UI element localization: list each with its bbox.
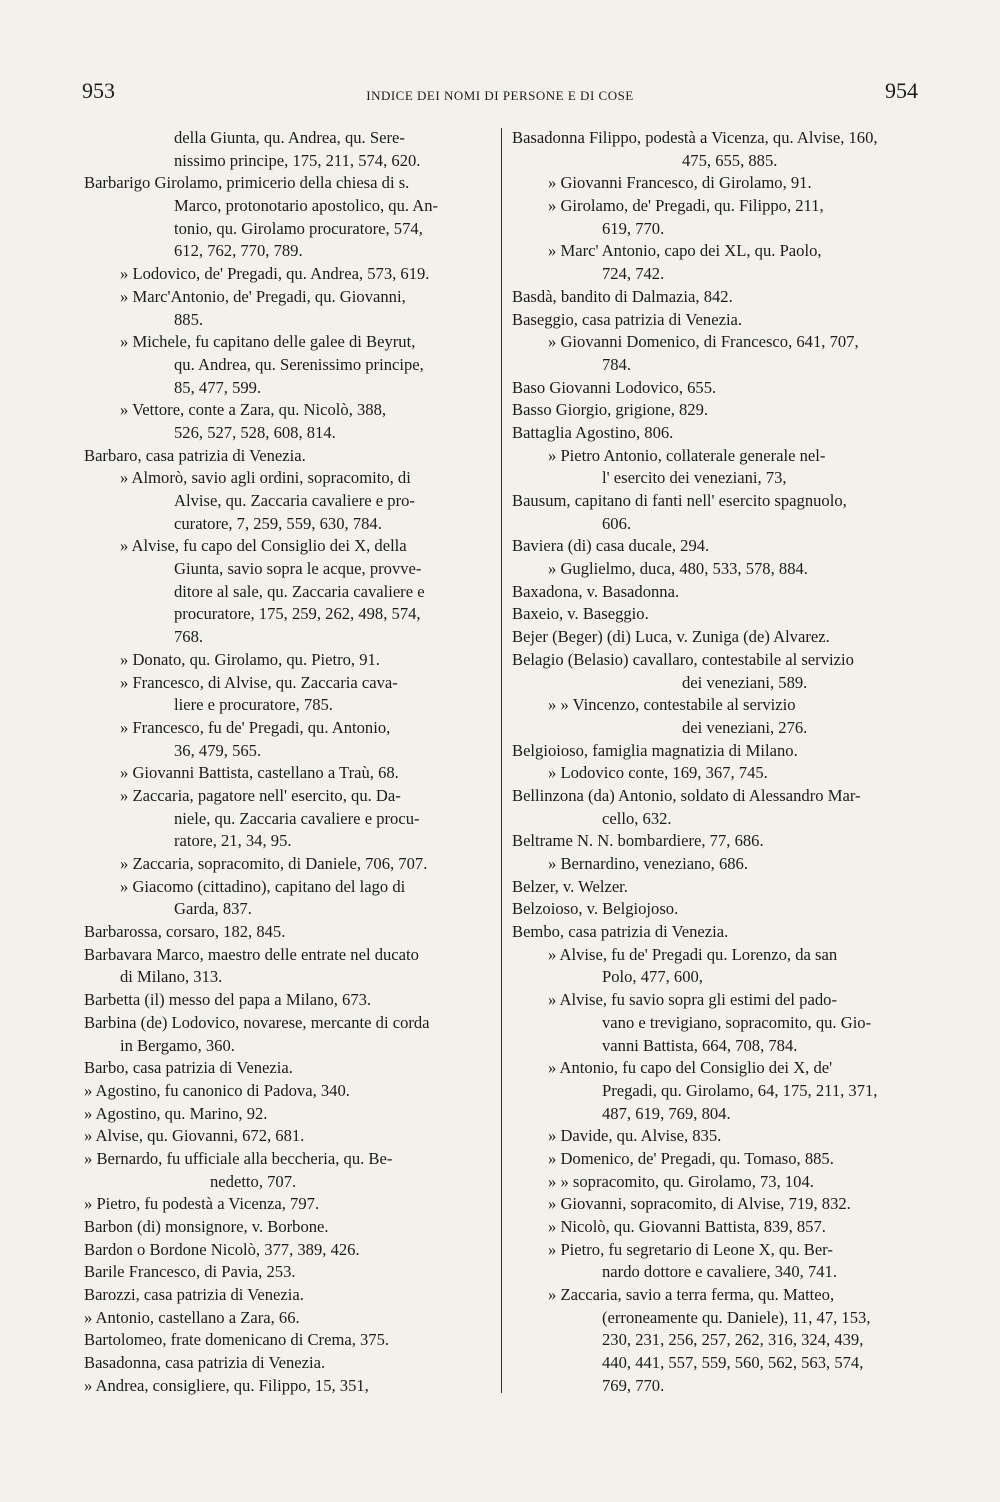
- index-entry-line: Barbo, casa patrizia di Venezia.: [84, 1058, 293, 1078]
- index-entry-line: » Lodovico conte, 169, 367, 745.: [548, 763, 768, 783]
- index-entry-line: 784.: [602, 354, 632, 374]
- index-entry-line: Barbarigo Girolamo, primicerio della chiesa di s.: [84, 173, 410, 193]
- index-entry-line: » Giovanni Francesco, di Girolamo, 91.: [548, 173, 812, 193]
- index-entry-line: Marco, protonotario apostolico, qu. An-: [174, 196, 439, 216]
- index-entry-line: Baseggio, casa patrizia di Venezia.: [512, 309, 743, 329]
- index-entry-line: l' esercito dei veneziani, 73,: [602, 468, 787, 488]
- index-entry-line: » Almorò, savio agli ordini, sopracomito, di: [120, 468, 411, 488]
- left-page-number: 953: [82, 78, 115, 103]
- column-divider: [501, 128, 502, 1393]
- index-entry-line: » Vettore, conte a Zara, qu. Nicolò, 388,: [120, 400, 387, 420]
- index-entry-line: » Marc' Antonio, capo dei XL, qu. Paolo,: [548, 241, 822, 261]
- index-entry-line: » Giacomo (cittadino), capitano del lago di: [120, 876, 406, 896]
- index-entry-line: 769, 770.: [602, 1375, 665, 1395]
- index-entry-line: Bembo, casa patrizia di Venezia.: [512, 922, 729, 942]
- index-entry-line: Basadonna, casa patrizia di Venezia.: [84, 1353, 326, 1373]
- index-entry-line: Bejer (Beger) (di) Luca, v. Zuniga (de) Alvarez.: [512, 627, 830, 647]
- index-entry-line: Belzoioso, v. Belgiojoso.: [512, 899, 679, 919]
- index-entry-line: 612, 762, 770, 789.: [174, 241, 303, 261]
- index-entry-line: Barbarossa, corsaro, 182, 845.: [84, 922, 286, 942]
- index-entry-line: » Francesco, fu de' Pregadi, qu. Antonio,: [120, 717, 391, 737]
- index-entry-line: 768.: [174, 627, 204, 647]
- right-column: [512, 127, 922, 1398]
- index-entry-line: » Nicolò, qu. Giovanni Battista, 839, 857.: [548, 1217, 826, 1236]
- index-entry-line: » Alvise, fu de' Pregadi qu. Lorenzo, da san: [548, 944, 838, 964]
- index-entry-line: della Giunta, qu. Andrea, qu. Sere-: [174, 128, 405, 147]
- index-entry-line: vano e trevigiano, sopracomito, qu. Gio-: [602, 1012, 872, 1032]
- index-entry-line: 619, 770.: [602, 218, 665, 238]
- index-entry-line: 85, 477, 599.: [174, 377, 262, 397]
- index-entry-line: in Bergamo, 360.: [120, 1035, 235, 1055]
- index-entry-line: Beltrame N. N. bombardiere, 77, 686.: [512, 831, 764, 851]
- index-entry-line: Baxadona, v. Basadonna.: [512, 581, 680, 601]
- index-entry-line: Baso Giovanni Lodovico, 655.: [512, 377, 717, 397]
- index-entry-line: » Francesco, di Alvise, qu. Zaccaria cava-: [120, 672, 398, 692]
- index-entry-line: Baxeio, v. Baseggio.: [512, 604, 649, 624]
- index-entry-line: Pregadi, qu. Girolamo, 64, 175, 211, 371,: [602, 1080, 878, 1100]
- index-entry-line: » Andrea, consigliere, qu. Filippo, 15, 351,: [84, 1375, 369, 1395]
- index-entry-line: 606.: [602, 513, 632, 533]
- index-entry-line: Basadonna Filippo, podestà a Vicenza, qu. Alvise, 160,: [512, 128, 878, 147]
- index-entry-line: » Alvise, fu savio sopra gli estimi del pado-: [548, 990, 837, 1010]
- index-entry-line: 475, 655, 885.: [682, 150, 778, 170]
- index-entry-line: » Zaccaria, savio a terra ferma, qu. Matteo,: [548, 1285, 835, 1305]
- index-entry-line: » Pietro, fu podestà a Vicenza, 797.: [84, 1194, 320, 1214]
- index-entry-line: Barile Francesco, di Pavia, 253.: [84, 1262, 296, 1282]
- index-entry-line: » Alvise, fu capo del Consiglio dei X, della: [120, 536, 407, 556]
- page-header: [82, 78, 918, 114]
- index-entry-line: » Zaccaria, pagatore nell' esercito, qu. Da-: [120, 785, 401, 805]
- index-entry-line: dei veneziani, 589.: [682, 672, 808, 692]
- index-entry-line: tonio, qu. Girolamo procuratore, 574,: [174, 218, 423, 238]
- index-entry-line: » Guglielmo, duca, 480, 533, 578, 884.: [548, 559, 808, 579]
- index-entry-line: Belagio (Belasio) cavallaro, contestabile al servizio: [512, 649, 854, 669]
- index-entry-line: Belzer, v. Welzer.: [512, 876, 628, 896]
- index-entry-line: nedetto, 707.: [210, 1171, 297, 1191]
- index-entry-line: Basso Giorgio, grigione, 829.: [512, 400, 709, 420]
- right-page-number: 954: [885, 78, 918, 103]
- index-entry-line: Baviera (di) casa ducale, 294.: [512, 536, 710, 556]
- index-entry-line: dei veneziani, 276.: [682, 717, 808, 737]
- index-entry-line: Bartolomeo, frate domenicano di Crema, 375.: [84, 1330, 390, 1350]
- index-entry-line: cello, 632.: [602, 808, 672, 828]
- index-entry-line: » Pietro Antonio, collaterale generale nel-: [548, 445, 826, 465]
- index-entry-line: » Bernardo, fu ufficiale alla beccheria, qu. Be-: [84, 1148, 393, 1168]
- running-title: INDICE DEI NOMI DI PERSONE E DI COSE: [366, 88, 634, 103]
- index-entry-line: » Giovanni Battista, castellano a Traù, 68.: [120, 763, 399, 783]
- index-entry-line: ditore al sale, qu. Zaccaria cavaliere e: [174, 581, 425, 601]
- index-entry-line: 487, 619, 769, 804.: [602, 1103, 731, 1123]
- index-entry-line: nissimo principe, 175, 211, 574, 620.: [174, 150, 421, 170]
- index-entry-line: » Zaccaria, sopracomito, di Daniele, 706, 707.: [120, 854, 428, 873]
- index-entry-line: 526, 527, 528, 608, 814.: [174, 422, 336, 442]
- index-entry-line: » Agostino, qu. Marino, 92.: [84, 1103, 268, 1123]
- index-entry-line: » Lodovico, de' Pregadi, qu. Andrea, 573, 619.: [120, 264, 430, 284]
- index-entry-line: » Agostino, fu canonico di Padova, 340.: [84, 1080, 350, 1100]
- index-entry-line: » Domenico, de' Pregadi, qu. Tomaso, 885.: [548, 1148, 834, 1168]
- index-entry-line: » Giovanni, sopracomito, di Alvise, 719, 832.: [548, 1194, 851, 1214]
- index-entry-line: Giunta, savio sopra le acque, provve-: [174, 559, 422, 579]
- index-entry-line: » Bernardino, veneziano, 686.: [548, 854, 748, 873]
- index-entry-line: » Antonio, castellano a Zara, 66.: [84, 1307, 300, 1327]
- left-column: [84, 127, 492, 1398]
- index-entry-line: » Antonio, fu capo del Consiglio dei X, de': [548, 1058, 833, 1078]
- index-entry-line: » » sopracomito, qu. Girolamo, 73, 104.: [548, 1171, 814, 1191]
- index-entry-line: niele, qu. Zaccaria cavaliere e procu-: [174, 808, 420, 828]
- index-entry-line: 724, 742.: [602, 264, 665, 284]
- index-entry-line: vanni Battista, 664, 708, 784.: [602, 1035, 798, 1055]
- index-entry-line: 230, 231, 256, 257, 262, 316, 324, 439,: [602, 1330, 864, 1350]
- index-entry-line: Alvise, qu. Zaccaria cavaliere e pro-: [174, 491, 415, 510]
- index-entry-line: ratore, 21, 34, 95.: [174, 831, 292, 851]
- index-entry-line: Basdà, bandito di Dalmazia, 842.: [512, 286, 733, 306]
- index-entry-line: » Michele, fu capitano delle galee di Beyrut,: [120, 332, 416, 352]
- index-entry-line: procuratore, 175, 259, 262, 498, 574,: [174, 604, 421, 624]
- index-entry-line: qu. Andrea, qu. Serenissimo principe,: [174, 354, 424, 374]
- index-entry-line: 36, 479, 565.: [174, 740, 262, 760]
- index-entry-line: 885.: [174, 309, 204, 329]
- index-entry-line: Barbavara Marco, maestro delle entrate nel ducato: [84, 944, 419, 964]
- index-entry-line: Bardon o Bordone Nicolò, 377, 389, 426.: [84, 1239, 360, 1259]
- index-entry-line: Bausum, capitano di fanti nell' esercito spagnuolo,: [512, 491, 847, 510]
- index-entry-line: » Davide, qu. Alvise, 835.: [548, 1126, 722, 1146]
- index-entry-line: » » Vincenzo, contestabile al servizio: [548, 695, 796, 715]
- index-entry-line: (erroneamente qu. Daniele), 11, 47, 153,: [602, 1307, 871, 1327]
- index-entry-line: Barbon (di) monsignore, v. Borbone.: [84, 1217, 329, 1236]
- index-entry-line: Garda, 837.: [174, 899, 252, 919]
- index-entry-line: 440, 441, 557, 559, 560, 562, 563, 574,: [602, 1353, 864, 1373]
- index-entry-line: Belgioioso, famiglia magnatizia di Milano.: [512, 740, 798, 760]
- index-entry-line: Polo, 477, 600,: [602, 967, 703, 987]
- index-entry-line: » Alvise, qu. Giovanni, 672, 681.: [84, 1126, 305, 1146]
- index-entry-line: Barbina (de) Lodovico, novarese, mercante di corda: [84, 1012, 430, 1032]
- index-entry-line: » Giovanni Domenico, di Francesco, 641, 707,: [548, 332, 859, 352]
- index-entry-line: Bellinzona (da) Antonio, soldato di Alessandro Mar-: [512, 785, 861, 805]
- index-entry-line: curatore, 7, 259, 559, 630, 784.: [174, 513, 382, 533]
- index-entry-line: » Pietro, fu segretario di Leone X, qu. Ber-: [548, 1239, 833, 1259]
- index-entry-line: liere e procuratore, 785.: [174, 695, 333, 715]
- index-entry-line: » Girolamo, de' Pregadi, qu. Filippo, 211,: [548, 196, 824, 216]
- index-entry-line: Battaglia Agostino, 806.: [512, 422, 674, 442]
- index-entry-line: » Donato, qu. Girolamo, qu. Pietro, 91.: [120, 649, 380, 669]
- index-entry-line: Barbetta (il) messo del papa a Milano, 673.: [84, 990, 372, 1010]
- index-entry-line: Barozzi, casa patrizia di Venezia.: [84, 1285, 304, 1305]
- index-entry-line: » Marc'Antonio, de' Pregadi, qu. Giovanni,: [120, 286, 406, 306]
- index-entry-line: nardo dottore e cavaliere, 340, 741.: [602, 1262, 837, 1282]
- index-entry-line: Barbaro, casa patrizia di Venezia.: [84, 445, 306, 465]
- index-entry-line: di Milano, 313.: [120, 967, 223, 987]
